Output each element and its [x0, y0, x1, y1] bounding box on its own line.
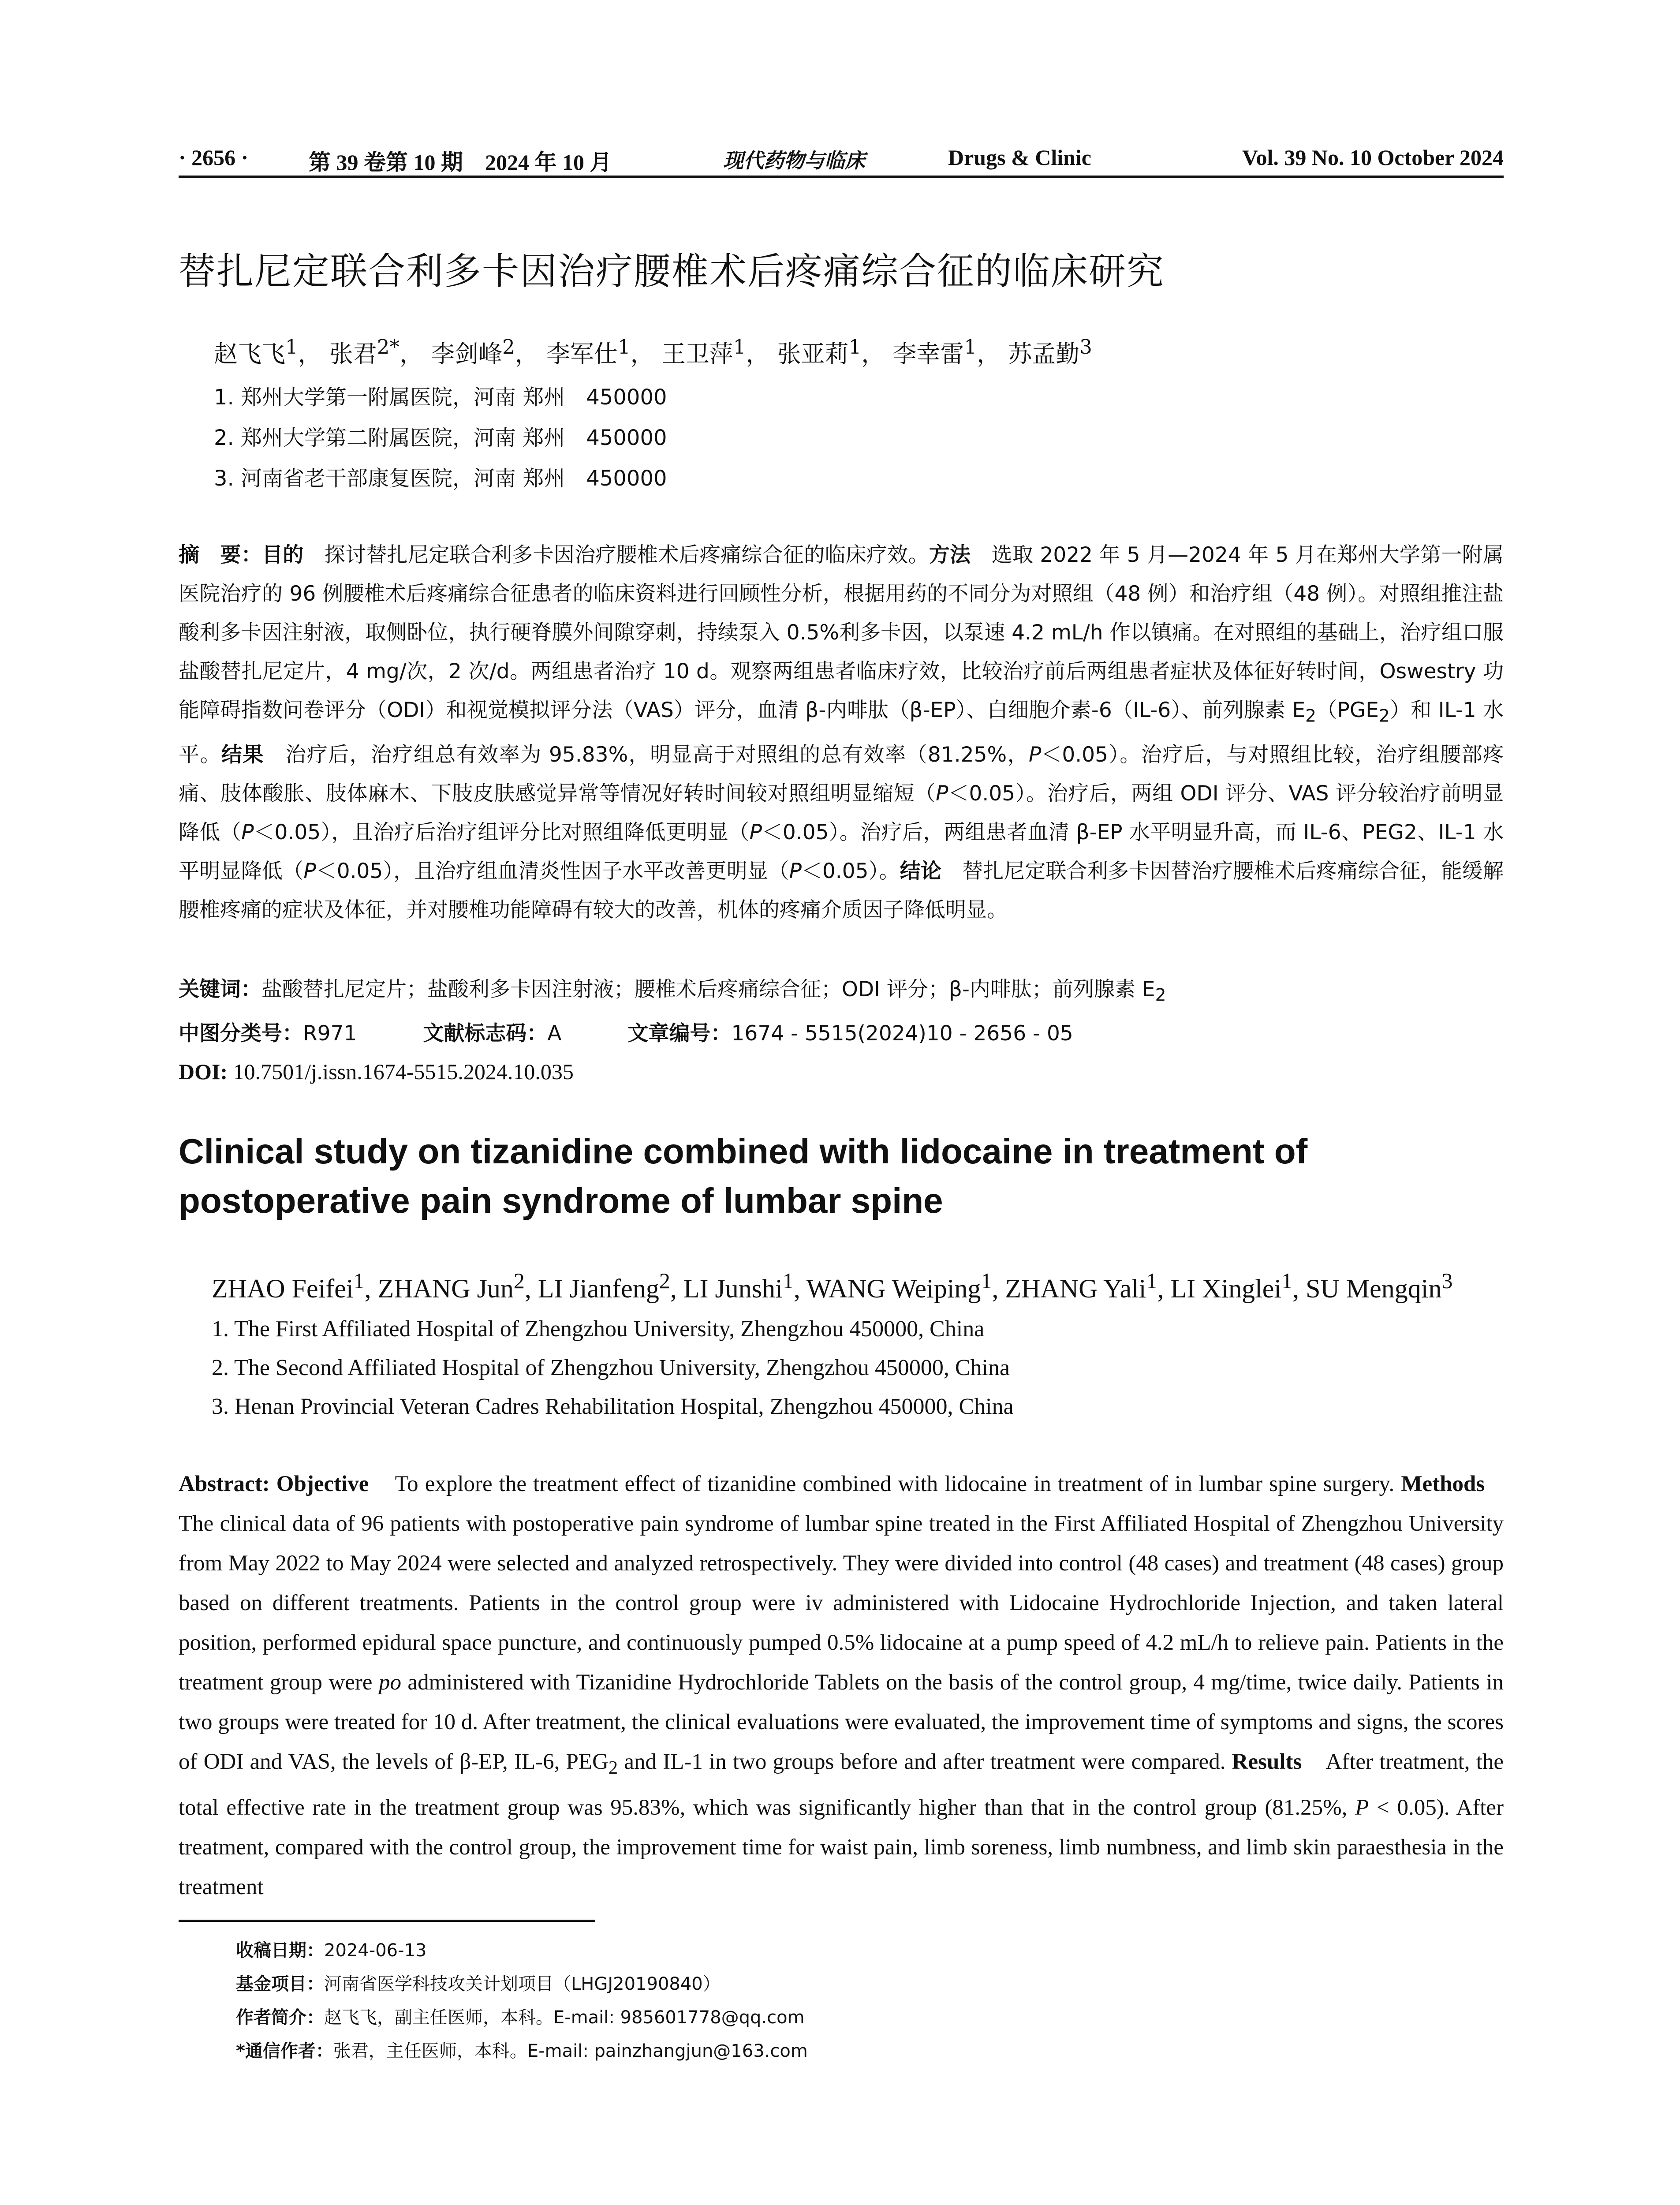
- author: 王卫萍: [661, 340, 733, 368]
- keywords-label: 关键词：: [179, 977, 261, 1002]
- doc-code-value: A: [547, 1021, 562, 1046]
- results-text: < 0.05). After treatment, compared with the control group, the improvement time for waist pain, limb soreness, limb numbness, and limb skin paraesthesia in the treatment: [179, 1795, 1504, 1900]
- volume-info-en: Vol. 39 No. 10 October 2024: [1242, 145, 1504, 170]
- p-symbol: P: [936, 781, 948, 806]
- abstract-en: [179, 1464, 1504, 1907]
- footnote-label: 收稿日期：: [236, 1940, 324, 1961]
- author-affil-mark: 1: [848, 335, 862, 359]
- author-affil-mark: 3: [1441, 1268, 1453, 1293]
- author: SU Mengqin: [1306, 1274, 1442, 1303]
- affiliation: 3. 河南省老干部康复医院，河南 郑州 450000: [214, 466, 667, 491]
- footnote-author-bio: [236, 2001, 1471, 2034]
- author: 苏孟勤: [1008, 340, 1080, 368]
- footnote-funding: [236, 1967, 1471, 2001]
- author-affil-mark: 1: [1281, 1268, 1293, 1293]
- abstract-label: 摘 要：: [179, 543, 262, 567]
- affiliations-cn: [214, 377, 1493, 499]
- affiliation: 2. 郑州大学第二附属医院，河南 郑州 450000: [214, 426, 667, 450]
- author: ZHANG Yali: [1005, 1274, 1146, 1303]
- abstract-cn: [179, 536, 1504, 930]
- results-text: ＜0.05），且治疗后治疗组评分比对照组降低更明显（: [254, 820, 750, 845]
- author: ZHANG Jun: [377, 1274, 514, 1303]
- results-text: 治疗后，治疗组总有效率为 95.83%，明显高于对照组的总有效率（81.25%，: [285, 743, 1029, 767]
- author-affil-mark: 2: [502, 335, 515, 359]
- footnote-divider: [179, 1920, 595, 1922]
- footnote-text: 张君，主任医师，本科。E-mail: painzhangjun@163.com: [333, 2041, 808, 2061]
- conclusion-label: 结论: [900, 859, 942, 884]
- article-no-value: 1674 - 5515(2024)10 - 2656 - 05: [731, 1021, 1073, 1046]
- p-symbol: P: [241, 820, 254, 845]
- methods-label: 方法: [929, 543, 971, 567]
- subscript: 2: [1378, 706, 1390, 726]
- doc-code-label: 文献标志码：: [423, 1021, 548, 1046]
- p-symbol: P: [303, 859, 316, 884]
- affiliation: 1. 郑州大学第一附属医院，河南 郑州 450000: [214, 385, 667, 410]
- page-number: · 2656 ·: [179, 145, 249, 170]
- author-affil-mark: 3: [1079, 335, 1092, 359]
- author-affil-mark: 1: [1146, 1268, 1157, 1293]
- po-term: po: [378, 1670, 401, 1695]
- subscript: 2: [1155, 985, 1166, 1005]
- author: ZHAO Feifei: [212, 1274, 354, 1303]
- subscript: 2: [608, 1757, 618, 1779]
- author: 李军仕: [546, 340, 618, 368]
- article-meta-cn: [179, 970, 1504, 1091]
- author-affil-mark: 1: [733, 335, 746, 359]
- methods-label: Methods: [1401, 1472, 1485, 1496]
- doi-label: DOI:: [179, 1059, 228, 1084]
- affiliation: 3. Henan Provincial Veteran Cadres Rehabilitation Hospital, Zhengzhou 450000, China: [212, 1394, 1014, 1419]
- author: 李幸雷: [892, 340, 964, 368]
- author: 张亚莉: [777, 340, 849, 368]
- author: 赵飞飞: [214, 340, 285, 368]
- results-text: ＜0.05）。治疗后，与对照组比较，治疗组腰部疼痛、肢体酸胀、肢体麻木、下肢皮肤感觉异常等情况好转时间较对照组明显缩短（: [179, 743, 1504, 806]
- author-affil-mark: 1: [353, 1268, 365, 1293]
- journal-name-en: Drugs & Clinic: [948, 145, 1091, 170]
- author-affil-mark: 1: [964, 335, 977, 359]
- article-title-cn: 替扎尼定联合利多卡因治疗腰椎术后疼痛综合征的临床研究: [179, 250, 1165, 293]
- author-affil-mark: 1: [782, 1268, 794, 1293]
- methods-text: The clinical data of 96 patients with postoperative pain syndrome of lumbar spine treated in the First Affiliated Hospital of Zhengzhou University from May 2022 to May 2024 were selected and analyzed retrospectively. They were divided into control (48 cases) and treatment (48 cases) group based on different treatments. Patients in the control group were iv administered with Lidocaine Hydrochloride Injection, and taken lateral position, performed epidural space puncture, and continuously pumped 0.5% lidocaine at a pump speed of 4.2 mL/h to relieve pain. Patients in the treatment group were: [179, 1511, 1504, 1695]
- affiliation: 2. The Second Affiliated Hospital of Zhengzhou University, Zhengzhou 450000, China: [212, 1355, 1010, 1380]
- author-affil-mark: 2*: [377, 335, 399, 359]
- p-symbol: P: [1355, 1795, 1369, 1820]
- p-symbol: P: [749, 820, 762, 845]
- objective-text: To explore the treatment effect of tizanidine combined with lidocaine in treatment of in lumbar spine surgery.: [395, 1472, 1395, 1496]
- subscript: 2: [1305, 706, 1317, 726]
- doi-link[interactable]: 10.7501/j.issn.1674-5515.2024.10.035: [233, 1059, 574, 1084]
- author-affil-mark: 1: [981, 1268, 992, 1293]
- author-affil-mark: 1: [285, 335, 298, 359]
- footnote-received: [236, 1934, 1471, 1967]
- article-no-label: 文章编号：: [627, 1021, 732, 1046]
- objective-text: 探讨替扎尼定联合利多卡因治疗腰椎术后疼痛综合征的临床疗效。: [324, 543, 929, 567]
- author: WANG Weiping: [806, 1274, 981, 1303]
- classification-row: [179, 1014, 1504, 1053]
- article-title-en: Clinical study on tizanidine combined with lidocaine in treatment of postoperative pain syndrome of lumbar spine: [179, 1132, 1308, 1220]
- affiliations-en: [212, 1310, 1504, 1426]
- doi-row: [179, 1053, 1504, 1091]
- footnote-label: 基金项目：: [236, 1974, 324, 1994]
- p-symbol: P: [789, 859, 802, 884]
- clc-label: 中图分类号：: [179, 1021, 303, 1046]
- footnotes: [236, 1934, 1471, 2068]
- author-list-en: ZHAO Feifei$^1$, ZHANG Jun$^2$, LI Jianfeng$^2$, LI Junshi$^1$, WANG Weiping$^1$, ZHANG Yali$^1$, LI Xinglei$^1$, SU Mengqin$^3$: [212, 1268, 1453, 1303]
- footnote-text: 2024-06-13: [324, 1940, 427, 1961]
- clc-value: R971: [303, 1021, 357, 1046]
- issue-info-cn: 第 39 卷第 10 期 2024 年 10 月: [309, 150, 612, 175]
- author-affil-mark: 2: [513, 1268, 525, 1293]
- footnote-text: 河南省医学科技攻关计划项目（LHGJ20190840）: [324, 1974, 721, 1994]
- results-text: After treatment, the total effective rate in the treatment group was 95.83%, which was significantly higher than that in the control group (81.25%,: [179, 1749, 1504, 1820]
- methods-text: administered with Tizanidine Hydrochloride Tablets on the basis of the control group, 4 mg/time, twice daily. Patients in two groups were treated for 10 d. After treatment, the clinical evaluations were evaluated, the improvement time of symptoms and signs, the scores of ODI and VAS, the levels of β-EP, IL-6, PEG: [179, 1670, 1504, 1774]
- footnote-label: *通信作者：: [236, 2041, 333, 2061]
- results-text: ＜0.05），且治疗组血清炎性因子水平改善更明显（: [316, 859, 789, 884]
- author-list-cn: 赵飞飞$^1$， 张君$^{2*}$， 李剑峰$^2$， 李军仕$^1$， 王卫萍$^1$， 张亚莉$^1$， 李幸雷$^1$， 苏孟勤$^3$: [214, 335, 1092, 368]
- keywords-text: 盐酸替扎尼定片；盐酸利多卡因注射液；腰椎术后疼痛综合征；ODI 评分；β-内啡肽；前列腺素 E: [261, 977, 1155, 1002]
- author: LI Xinglei: [1170, 1274, 1282, 1303]
- footnote-label: 作者简介：: [236, 2007, 324, 2028]
- objective-label: 目的: [262, 543, 304, 567]
- journal-name-cn: 现代药物与临床: [723, 149, 865, 172]
- author: 李剑峰: [431, 340, 503, 368]
- objective-label: Objective: [276, 1472, 369, 1496]
- running-header: [179, 140, 1504, 178]
- footnote-text: 赵飞飞，副主任医师，本科。E-mail: 985601778@qq.com: [324, 2007, 805, 2028]
- author-affil-mark: 1: [617, 335, 631, 359]
- conclusion-text: 替扎尼定联合利多卡因替治疗腰椎术后疼痛综合征，能缓解腰椎疼痛的症状及体征，并对腰椎功能障碍有较大的改善，机体的疼痛介质因子降低明显。: [179, 859, 1504, 923]
- p-symbol: P: [1029, 743, 1042, 767]
- author-affil-mark: 2: [659, 1268, 670, 1293]
- footnote-corresponding-author: [236, 2034, 1471, 2068]
- methods-text: （PGE: [1316, 698, 1379, 722]
- results-text: ＜0.05）。治疗后，两组 ODI 评分、VAS 评分较治疗前明显降低（: [179, 781, 1504, 845]
- results-label: Results: [1232, 1749, 1302, 1774]
- results-text: ＜0.05）。: [801, 859, 900, 884]
- abstract-label: Abstract:: [179, 1472, 270, 1496]
- keywords-row: [179, 970, 1504, 1014]
- affiliation: 1. The First Affiliated Hospital of Zhengzhou University, Zhengzhou 450000, China: [212, 1316, 985, 1342]
- results-text: ＜0.05）。治疗后，两组患者血清 β-EP 水平明显升高，而 IL-6、PEG2、IL-1 水平明显降低（: [179, 820, 1504, 884]
- methods-text: 选取 2022 年 5 月—2024 年 5 月在郑州大学第一附属医院治疗的 96 例腰椎术后疼痛综合征患者的临床资料进行回顾性分析，根据用药的不同分为对照组（48 例）和治疗组（48 例）。对照组推注盐酸利多卡因注射液，取侧卧位，执行硬脊膜外间隙穿刺，持续泵入 0.5%利多卡因，以泵速 4.2 mL/h 作以镇痛。在对照组的基础上，治疗组口服盐酸替扎尼定片，4 mg/次，2 次/d。两组患者治疗 10 d。观察两组患者临床疗效，比较治疗前后两组患者症状及体征好转时间，Oswestry 功能障碍指数问卷评分（ODI）和视觉模拟评分法（VAS）评分，血清 β-内啡肽（β-EP）、白细胞介素-6（IL-6）、前列腺素 E: [179, 543, 1504, 722]
- methods-text: and IL-1 in two groups before and after treatment were compared.: [618, 1749, 1226, 1774]
- author: 张君: [329, 340, 377, 368]
- results-label: 结果: [221, 743, 264, 767]
- methods-text: ）和 IL-1 水平。: [179, 698, 1504, 767]
- author: LI Junshi: [683, 1274, 783, 1303]
- author: LI Jianfeng: [538, 1274, 659, 1303]
